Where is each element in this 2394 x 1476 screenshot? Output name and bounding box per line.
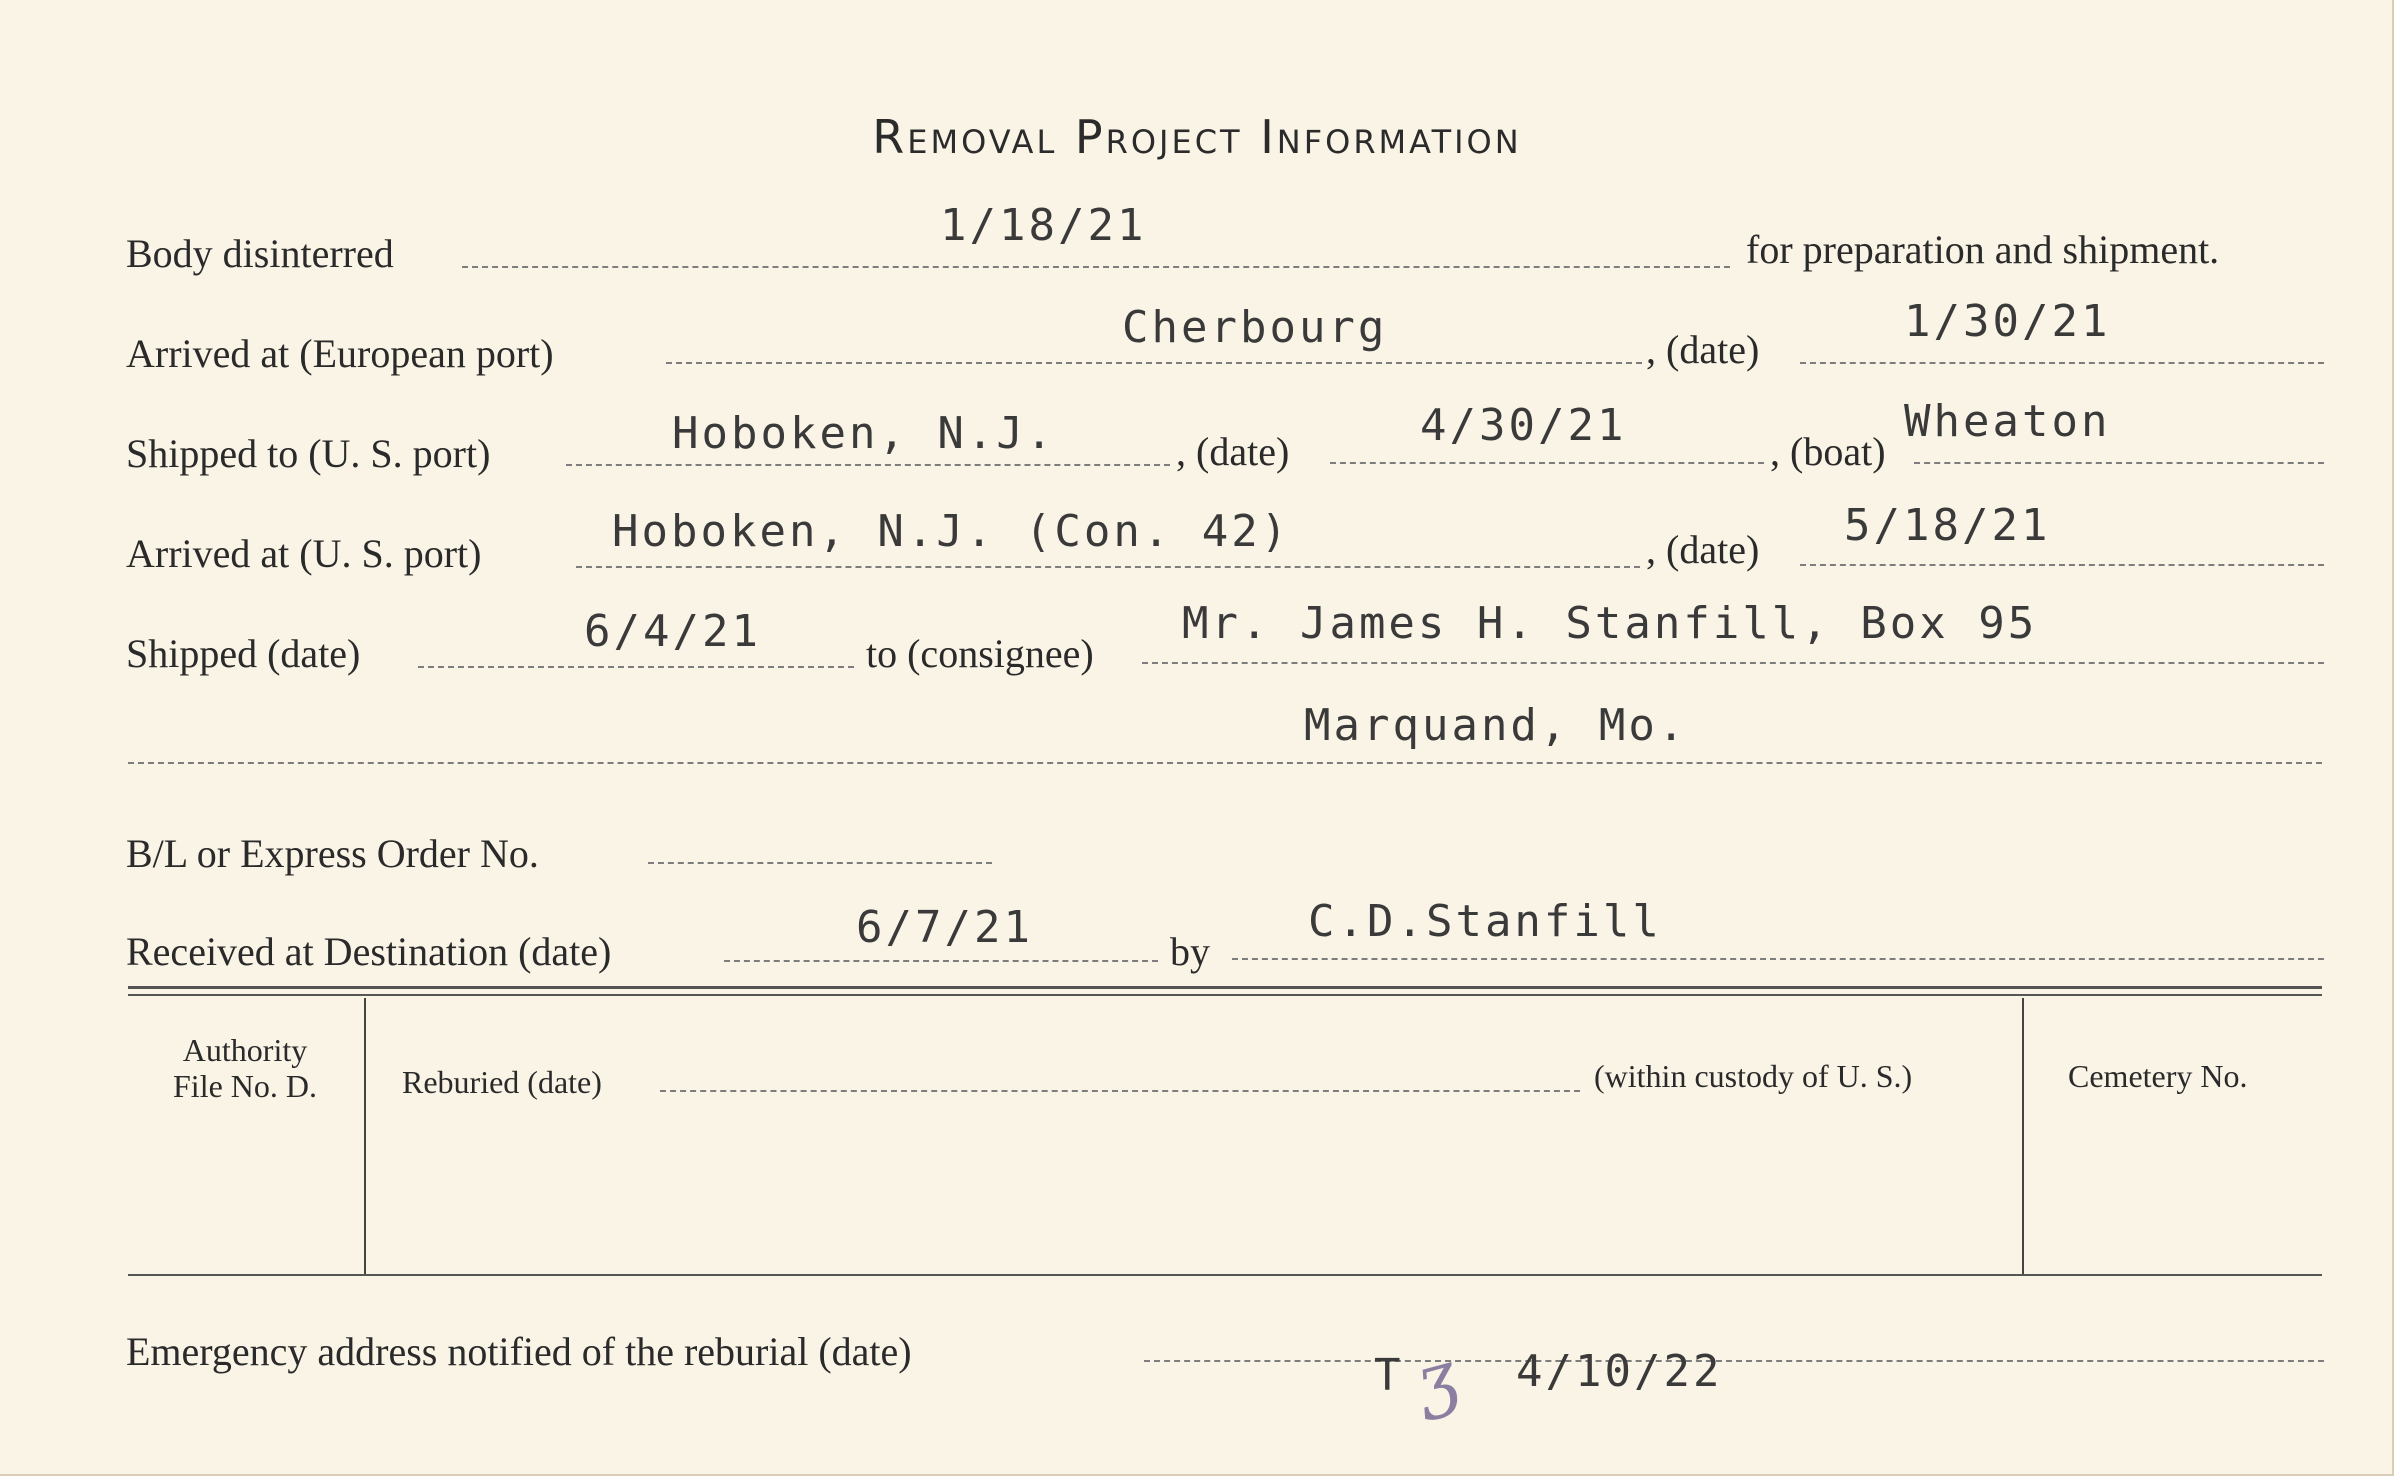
authority-line2: File No. D.	[173, 1068, 317, 1104]
consignee-line-2	[128, 762, 2322, 764]
european-date: 1/30/21	[1904, 296, 2111, 347]
received-date: 6/7/21	[856, 902, 1033, 953]
reburied-line	[660, 1090, 1580, 1092]
box-top-rule	[128, 986, 2322, 989]
arrived-us-date: 5/18/21	[1844, 500, 2051, 551]
arrived-us-date-label: , (date)	[1646, 527, 1760, 572]
disinterred-label: Body disinterred	[126, 231, 394, 276]
boat-label: , (boat)	[1770, 429, 1886, 474]
disinterred-date: 1/18/21	[940, 200, 1147, 251]
bl-label: B/L or Express Order No.	[126, 831, 539, 876]
boat-line	[1914, 462, 2324, 464]
arrived-us-line	[576, 566, 1640, 568]
emergency-date: 4/10/22	[1516, 1346, 1723, 1397]
authority-line1: Authority	[182, 1032, 308, 1068]
consignee-address: Marquand, Mo.	[1304, 700, 1688, 751]
shipped-us-date: 4/30/21	[1420, 400, 1627, 451]
received-date-line	[724, 960, 1158, 962]
european-port-label: Arrived at (European port)	[126, 331, 554, 376]
emergency-prefix: T	[1374, 1350, 1404, 1401]
shipped-us-port: Hoboken, N.J.	[672, 408, 1056, 459]
european-port-line	[666, 362, 1642, 364]
box-bottom-rule	[128, 1274, 2322, 1276]
received-by: C.D.Stanfill	[1308, 896, 1662, 947]
received-by-line	[1232, 958, 2324, 960]
shipped-us-line	[566, 464, 1170, 466]
custody-label: (within custody of U. S.)	[1594, 1058, 1913, 1094]
handwritten-mark: ʒ	[1406, 1334, 1466, 1424]
consignee-line	[1142, 662, 2324, 664]
box-divider-right	[2022, 998, 2024, 1274]
disinterred-suffix: for preparation and shipment.	[1746, 227, 2220, 272]
received-label: Received at Destination (date)	[126, 929, 612, 974]
disinterred-line	[462, 266, 1730, 268]
page-title: Removal Project Information	[872, 110, 1522, 164]
shipped-date: 6/4/21	[584, 606, 761, 657]
box-divider-left	[364, 998, 366, 1274]
european-date-line	[1800, 362, 2324, 364]
cemetery-label: Cemetery No.	[2068, 1058, 2248, 1094]
arrived-us-date-line	[1800, 564, 2324, 566]
received-by-label: by	[1170, 929, 1210, 974]
shipped-us-label: Shipped to (U. S. port)	[126, 431, 491, 476]
european-port-value: Cherbourg	[1122, 302, 1388, 353]
shipped-date-label: Shipped (date)	[126, 631, 361, 676]
emergency-line	[1144, 1360, 2324, 1362]
shipped-us-date-label: , (date)	[1176, 429, 1290, 474]
box-top-rule-2	[128, 994, 2322, 996]
consignee-name: Mr. James H. Stanfill, Box 95	[1182, 598, 2038, 649]
arrived-us-label: Arrived at (U. S. port)	[126, 531, 482, 576]
european-date-label: , (date)	[1646, 327, 1760, 372]
bl-line	[648, 862, 992, 864]
arrived-us-port: Hoboken, N.J. (Con. 42)	[612, 506, 1291, 557]
consignee-label: to (consignee)	[866, 631, 1094, 676]
shipped-us-date-line	[1330, 462, 1764, 464]
boat-name: Wheaton	[1904, 396, 2111, 447]
reburied-label: Reburied (date)	[402, 1064, 602, 1100]
shipped-date-line	[418, 666, 854, 668]
emergency-label: Emergency address notified of the reburial (date)	[126, 1329, 912, 1374]
